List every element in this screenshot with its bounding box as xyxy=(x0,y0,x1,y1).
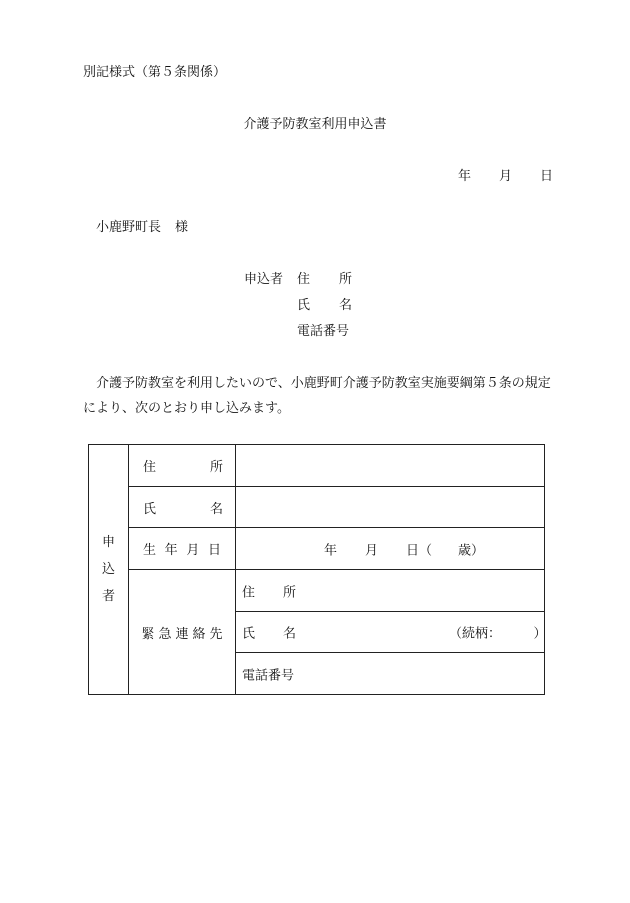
dob-label-cell xyxy=(129,528,236,570)
application-table xyxy=(88,444,545,695)
emergency-label-char: 連 xyxy=(175,626,189,642)
applicant-name-label-2: 名 xyxy=(339,298,353,313)
emergency-contact-label xyxy=(129,570,236,695)
dob-label-char: 生 xyxy=(143,543,157,558)
ec-address-label-1: 住 xyxy=(242,585,256,600)
side-label-char: 込 xyxy=(101,562,115,577)
applicant-side-label xyxy=(89,445,129,695)
applicant-address-label-2: 所 xyxy=(339,272,353,287)
dob-age-label: 歳） xyxy=(458,543,485,558)
side-label-char: 者 xyxy=(101,589,115,604)
dob-label-char: 月 xyxy=(186,543,200,558)
address-label-cell xyxy=(129,445,236,487)
addressee-honorific: 様 xyxy=(175,220,189,235)
form-label: 別記様式（第５条関係） xyxy=(83,65,227,80)
name-label-char: 名 xyxy=(209,501,223,517)
dob-month-label: 月 xyxy=(365,543,379,558)
side-label-char: 申 xyxy=(101,535,115,550)
applicant-address-label-1: 住 xyxy=(297,272,311,287)
ec-name-label-2: 名 xyxy=(283,626,297,642)
emergency-label-char: 絡 xyxy=(192,626,206,642)
dob-year-label: 年 xyxy=(324,543,338,558)
emergency-label-char: 先 xyxy=(209,626,223,642)
name-label-char: 氏 xyxy=(143,501,157,517)
document-title: 介護予防教室利用申込書 xyxy=(243,117,387,132)
addressee xyxy=(96,216,188,235)
address-label-char: 住 xyxy=(143,460,157,475)
ec-relation-label: （続柄： ） xyxy=(449,626,547,642)
name-label-cell xyxy=(129,487,236,528)
dob-label-char: 日 xyxy=(207,543,221,558)
dob-day-label: 日（ xyxy=(406,543,433,558)
dob-input[interactable] xyxy=(236,528,545,570)
address-input[interactable] xyxy=(236,445,545,487)
date-month-label: 月 xyxy=(499,169,513,184)
applicant-label: 申込者 xyxy=(244,272,284,287)
ec-phone-label: 電話番号 xyxy=(242,668,295,683)
name-input[interactable] xyxy=(236,487,545,528)
ec-address-label-2: 所 xyxy=(283,585,297,600)
body-text-line-2: により、次のとおり申し込みます。 xyxy=(83,401,290,416)
emergency-phone-input[interactable] xyxy=(236,653,545,695)
emergency-address-input[interactable] xyxy=(236,570,545,612)
applicant-name-label-1: 氏 xyxy=(297,298,311,313)
address-label-char: 所 xyxy=(209,460,223,475)
ec-name-label-1: 氏 xyxy=(242,626,256,642)
dob-label-char: 年 xyxy=(164,543,178,558)
body-text-line-1: 介護予防教室を利用したいので、小鹿野町介護予防教室実施要綱第５条の規定 xyxy=(96,376,551,391)
date-year-label: 年 xyxy=(458,169,472,184)
addressee-name: 小鹿野町長 xyxy=(96,220,162,235)
emergency-label-char: 急 xyxy=(158,626,172,642)
applicant-phone-label: 電話番号 xyxy=(297,324,350,339)
emergency-name-input[interactable] xyxy=(236,612,545,653)
emergency-label-char: 緊 xyxy=(141,626,155,642)
date-day-label: 日 xyxy=(540,169,554,184)
